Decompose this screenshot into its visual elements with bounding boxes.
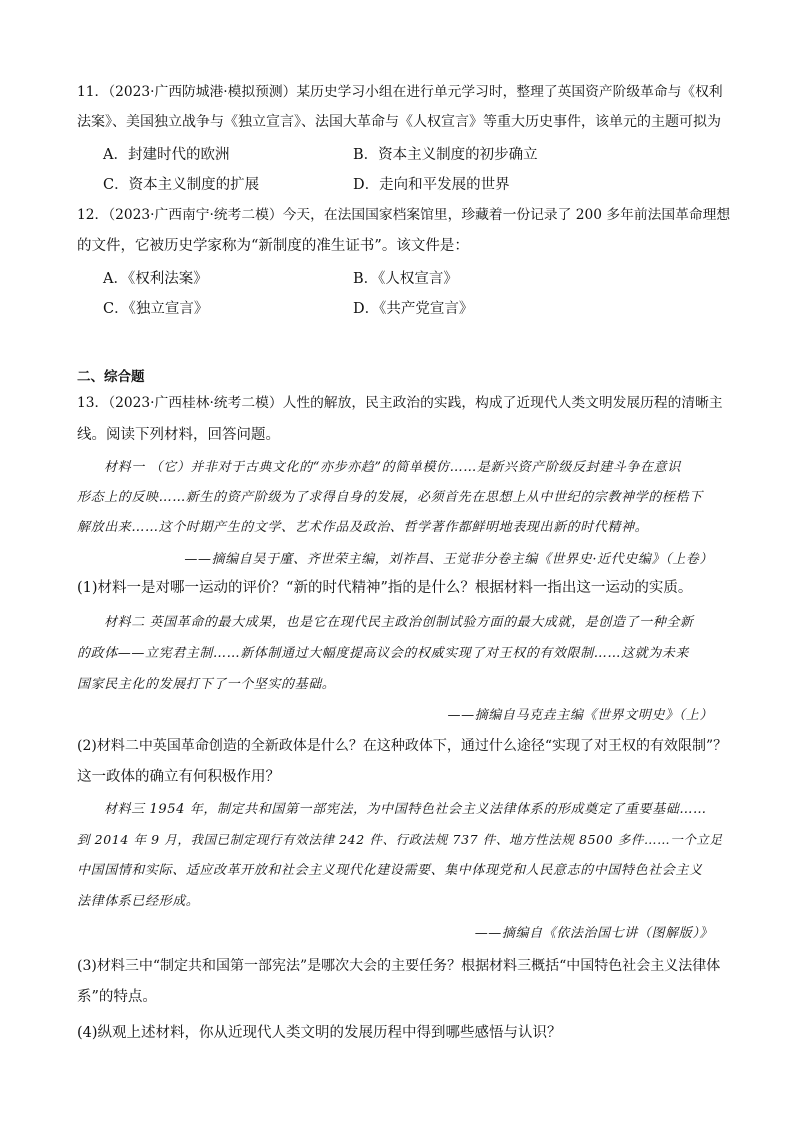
material1-line2: 形态上的反映……新生的资产阶级为了求得自身的发展，必须首先在思想上从中世纪的宗教神学的桎梏下	[77, 490, 703, 505]
material3-line2: 到 2014 年 9 月，我国已制定现行有效法律 242 件、行政法规 737 件、地方性法规 8500 多件……一个立足	[77, 832, 723, 847]
material3-line3: 中国国情和实际、适应改革开放和社会主义现代化建设需要、集中体现党和人民意志的中国特色社会主义	[77, 863, 703, 878]
material1-line3: 解放出来……这个时期产生的文学、艺术作品及政治、哲学著作都鲜明地表现出新的时代精神。	[77, 520, 649, 535]
material2-line2: 的政体——立宪君主制……新体制通过大幅度提高议会的权威实现了对王权的有效限制……这就为未来	[77, 646, 690, 661]
q12-stem-line2: 的文件，它被历史学家称为“新制度的准生证书”。该文件是：	[77, 238, 469, 254]
q12-option-c: C．《独立宣言》	[103, 301, 209, 317]
q12-option-b: B．《人权宣言》	[353, 271, 458, 287]
q11-option-c: C．资本主义制度的扩展	[103, 177, 260, 193]
material1-line1: 材料一 （它）并非对于古典文化的“亦步亦趋”的简单模仿……是新兴资产阶级反封建斗争在意识	[104, 460, 681, 475]
material1-source: ——摘编自吴于廑、齐世荣主编，刘祚昌、王觉非分卷主编《世界史·近代史编》（上卷）	[184, 552, 713, 567]
material3-source: ——摘编自《依法治国七讲（图解版）》	[474, 926, 713, 941]
material2-line1: 材料二 英国革命的最大成果，也是它在现代民主政治创制试验方面的最大成就，是创造了一种全新	[104, 615, 694, 630]
q13-sub-question-1: (1)材料一是对哪一运动的评价？“新的时代精神”指的是什么？根据材料一指出这一运动的实质。	[77, 580, 693, 596]
q12-stem-line1: 12．（2023·广西南宁·统考二模）今天，在法国国家档案馆里，珍藏着一份记录了 200 多年前法国革命理想	[77, 207, 731, 223]
q13-sub-question-4: (4)纵观上述材料，你从近现代人类文明的发展历程中得到哪些感悟与认识？	[77, 1025, 562, 1041]
q11-option-b: B．资本主义制度的初步确立	[353, 147, 538, 163]
q12-option-d: D．《共产党宣言》	[353, 301, 474, 317]
material3-line1: 材料三 1954 年，制定共和国第一部宪法，为中国特色社会主义法律体系的形成奠定了重要基础……	[104, 802, 707, 817]
q11-option-a: A．封建时代的欧洲	[103, 147, 230, 163]
q13-stem-line2: 线。阅读下列材料，回答问题。	[77, 427, 280, 443]
q12-option-a: A．《权利法案》	[103, 271, 208, 287]
material2-source: ——摘编自马克垚主编《世界文明史》（上）	[447, 708, 713, 723]
material2-line3: 国家民主化的发展打下了一个坚实的基础。	[77, 677, 336, 692]
section-heading: 二、综合题	[77, 369, 145, 385]
q13-sub-question-2-line1: (2)材料二中英国革命创造的全新政体是什么？在这种政体下，通过什么途径“实现了对王权的有效限制”？	[77, 738, 728, 754]
q11-stem-line2: 法案》、美国独立战争与《独立宣言》、法国大革命与《人权宣言》等重大历史事件，该单元的主题可拟为	[77, 114, 721, 130]
q13-sub-question-3-line1: (3)材料三中“制定共和国第一部宪法”是哪次大会的主要任务？根据材料三概括“中国特色社会主义法律体	[77, 958, 721, 974]
q11-option-d: D．走向和平发展的世界	[353, 177, 510, 193]
q13-sub-question-3-line2: 系”的特点。	[77, 989, 157, 1005]
q13-stem-line1: 13．（2023·广西桂林·统考二模）人性的解放，民主政治的实践，构成了近现代人类文明发展历程的清晰主	[77, 395, 723, 411]
material3-line4: 法律体系已经形成。	[77, 894, 200, 909]
q11-stem-line1: 11．（2023·广西防城港·模拟预测）某历史学习小组在进行单元学习时，整理了英国资产阶级革命与《权利	[77, 84, 723, 100]
q13-sub-question-2-line2: 这一政体的确立有何积极作用？	[77, 769, 280, 785]
